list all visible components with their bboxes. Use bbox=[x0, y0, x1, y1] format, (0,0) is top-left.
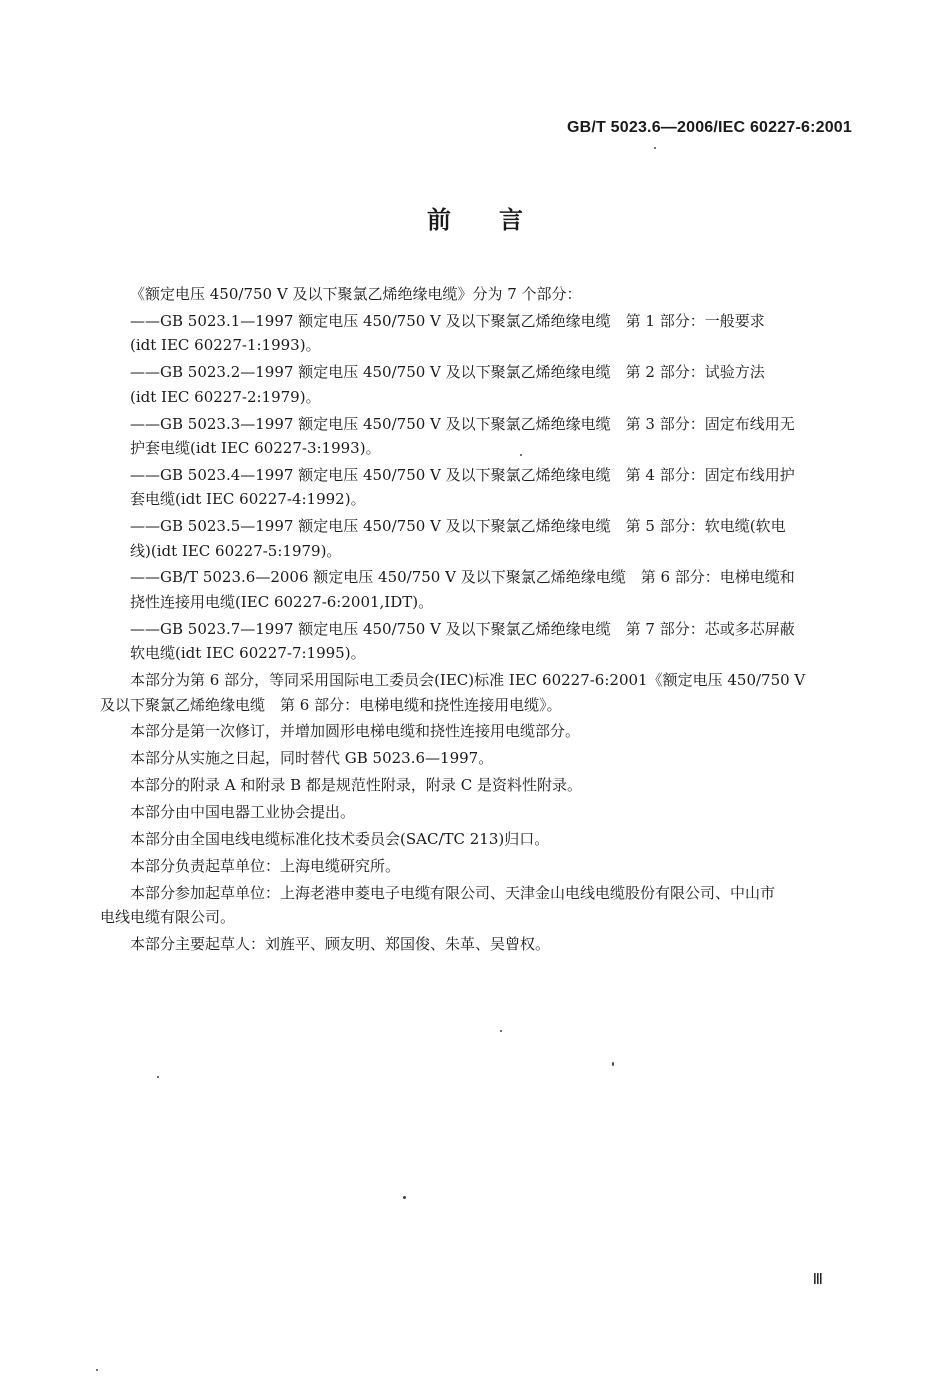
managed-paragraph: 本部分由全国电线电缆标准化技术委员会(SAC/TC 213)归口。 bbox=[130, 830, 550, 849]
scan-speck bbox=[654, 147, 656, 149]
list-item bbox=[100, 565, 852, 614]
page-title: 前言 bbox=[427, 206, 571, 234]
list-item-line: 软电缆(idt IEC 60227-7:1995)。 bbox=[130, 644, 366, 663]
list-item bbox=[100, 309, 852, 358]
authors-paragraph: 本部分主要起草人：刘旌平、顾友明、郑国俊、朱革、吴曾权。 bbox=[130, 935, 551, 954]
list-item-line: ——GB 5023.1—1997 额定电压 450/750 V 及以下聚氯乙烯绝缘电缆 第 1 部分：一般要求 bbox=[130, 311, 765, 330]
drafter-paragraph: 本部分负责起草单位：上海电缆研究所。 bbox=[130, 856, 401, 875]
scan-speck bbox=[157, 1076, 159, 1078]
list-item-line: (idt IEC 60227-1:1993)。 bbox=[130, 336, 321, 355]
list-item-line: 护套电缆(idt IEC 60227-3:1993)。 bbox=[130, 438, 381, 457]
intro-paragraph: 《额定电压 450/750 V 及以下聚氯乙烯绝缘电缆》分为 7 个部分： bbox=[130, 285, 582, 303]
list-item-line: 线)(idt IEC 60227-5:1979)。 bbox=[130, 541, 342, 560]
list-item-line: (idt IEC 60227-2:1979)。 bbox=[130, 387, 321, 406]
list-item bbox=[100, 360, 852, 409]
equivalence-paragraph: 本部分为第 6 部分，等同采用国际电工委员会(IEC)标准 IEC 60227-6:2001《额定电压 450/750 V bbox=[130, 671, 806, 690]
participants-paragraph-cont: 电线电缆有限公司。 bbox=[100, 908, 236, 927]
replacement-paragraph: 本部分从实施之日起，同时替代 GB 5023.6—1997。 bbox=[130, 749, 494, 768]
list-item-line: ——GB 5023.3—1997 额定电压 450/750 V 及以下聚氯乙烯绝缘电缆 第 3 部分：固定布线用无 bbox=[130, 414, 795, 433]
list-item bbox=[100, 412, 852, 461]
list-item bbox=[100, 463, 852, 512]
list-item-line: ——GB 5023.4—1997 额定电压 450/750 V 及以下聚氯乙烯绝缘电缆 第 4 部分：固定布线用护 bbox=[130, 465, 795, 484]
list-item bbox=[100, 514, 852, 563]
scan-speck bbox=[96, 1369, 98, 1371]
standard-code: GB/T 5023.6—2006/IEC 60227-6:2001 bbox=[567, 119, 852, 136]
list-item-line: 套电缆(idt IEC 60227-4:1992)。 bbox=[130, 490, 366, 509]
list-item-line: ——GB 5023.2—1997 额定电压 450/750 V 及以下聚氯乙烯绝缘电缆 第 2 部分：试验方法 bbox=[130, 363, 765, 382]
list-item-line: 挠性连接用电缆(IEC 60227-6:2001,IDT)。 bbox=[130, 592, 434, 611]
scan-speck bbox=[403, 1196, 406, 1199]
list-item-line: ——GB 5023.7—1997 额定电压 450/750 V 及以下聚氯乙烯绝缘电缆 第 7 部分：芯或多芯屏蔽 bbox=[130, 619, 795, 638]
scan-speck bbox=[520, 454, 522, 456]
scan-speck bbox=[500, 1030, 502, 1032]
list-item bbox=[100, 617, 852, 666]
annex-paragraph: 本部分的附录 A 和附录 B 都是规范性附录，附录 C 是资料性附录。 bbox=[130, 776, 582, 795]
equivalence-paragraph-cont: 及以下聚氯乙烯绝缘电缆 第 6 部分：电梯电缆和挠性连接用电缆》。 bbox=[100, 695, 562, 714]
proposed-paragraph: 本部分由中国电器工业协会提出。 bbox=[130, 803, 356, 822]
revision-paragraph: 本部分是第一次修订，并增加圆形电梯电缆和挠性连接用电缆部分。 bbox=[130, 722, 581, 741]
list-item-line: ——GB/T 5023.6—2006 额定电压 450/750 V 及以下聚氯乙烯绝缘电缆 第 6 部分：电梯电缆和 bbox=[130, 568, 795, 587]
document-body bbox=[100, 282, 852, 957]
list-item-line: ——GB 5023.5—1997 额定电压 450/750 V 及以下聚氯乙烯绝缘电缆 第 5 部分：软电缆(软电 bbox=[130, 517, 786, 536]
parts-list bbox=[100, 309, 852, 666]
scan-speck bbox=[612, 1062, 614, 1066]
page-number: Ⅲ bbox=[812, 1272, 823, 1288]
participants-paragraph: 本部分参加起草单位：上海老港申菱电子电缆有限公司、天津金山电线电缆股份有限公司、中山市 bbox=[130, 883, 776, 902]
